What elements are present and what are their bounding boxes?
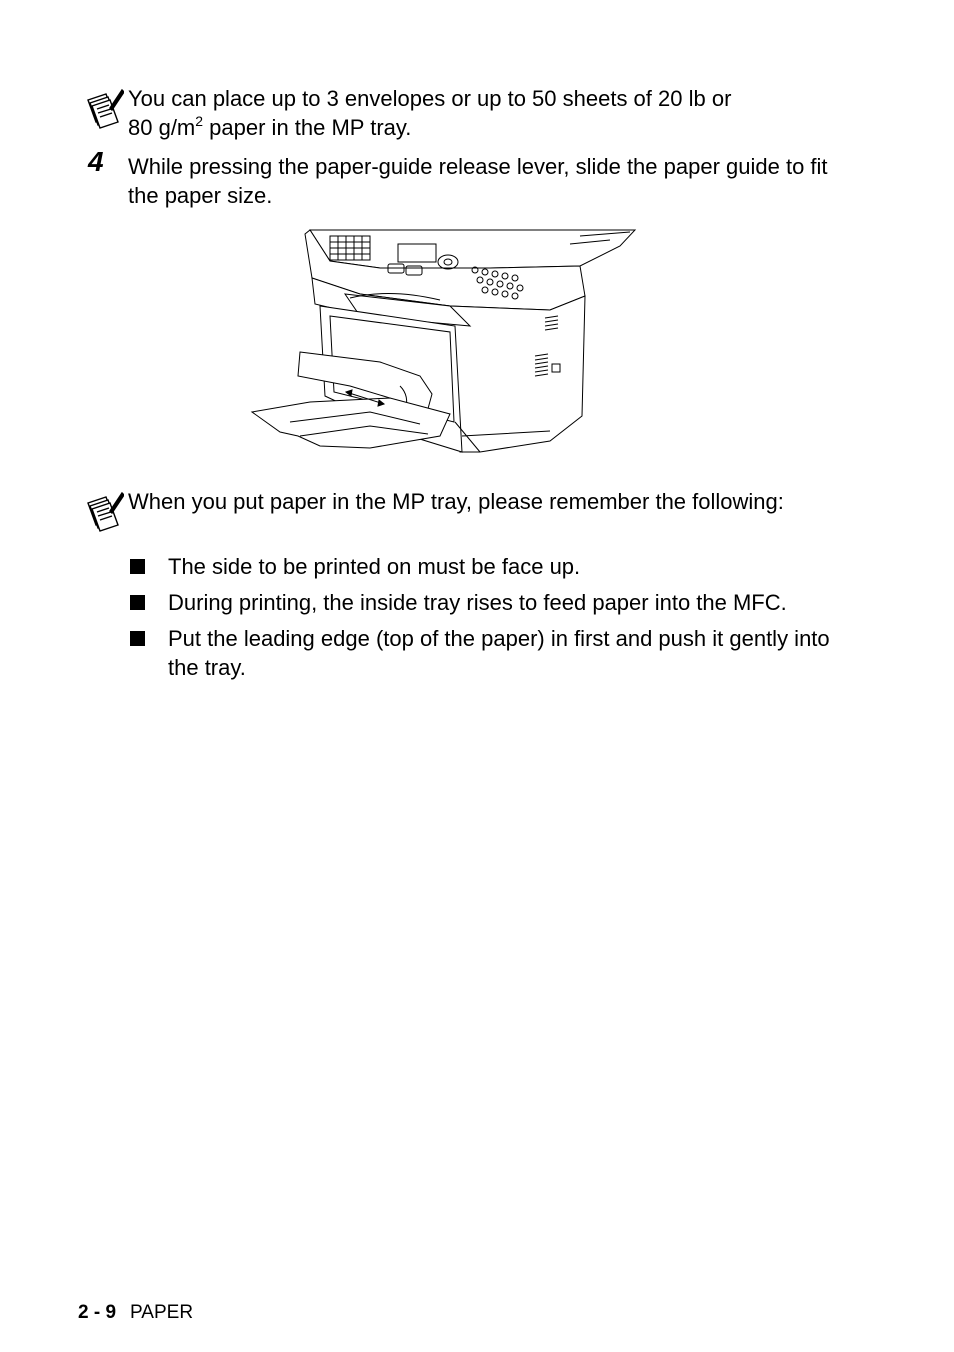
square-bullet-icon [130,559,145,574]
page-footer [78,1301,193,1325]
note-icon-2 [84,491,124,538]
note-1-superscript: 2 [195,113,204,129]
square-bullet-icon [130,595,145,610]
note-pad-icon [84,491,124,533]
note-icon-1 [84,88,124,135]
mfc-printer-mp-tray-illustration [250,226,640,462]
note-2-list [128,552,848,689]
section-name: PAPER [130,1302,194,1323]
list-item-text: The side to be printed on must be face up. [168,554,581,579]
list-item [128,624,848,682]
list-item-text: Put the leading edge (top of the paper) in first and push it gently into the tray. [168,626,830,680]
note-1-line-1: You can place up to 3 envelopes or up to 50 sheets of 20 lb or [128,86,732,111]
list-item [128,552,848,581]
list-item-text: During printing, the inside tray rises to feed paper into the MFC. [168,590,787,615]
step-text: While pressing the paper-guide release lever, slide the paper guide to fit the paper size. [128,154,828,208]
note-1-text [128,84,848,142]
page-number: 2 - 9 [78,1302,117,1323]
square-bullet-icon [130,631,145,646]
step-number: 4 [88,146,104,177]
mfc-printer-illustration [250,226,640,462]
list-item [128,588,848,617]
note-pad-icon [84,88,124,130]
note-2-intro: When you put paper in the MP tray, please remember the following: [128,489,784,514]
note-1-line-2-post: paper in the MP tray. [203,115,412,140]
note-1-line-2 [128,113,848,142]
note-1-line-2-pre: 80 g/m [128,115,196,140]
